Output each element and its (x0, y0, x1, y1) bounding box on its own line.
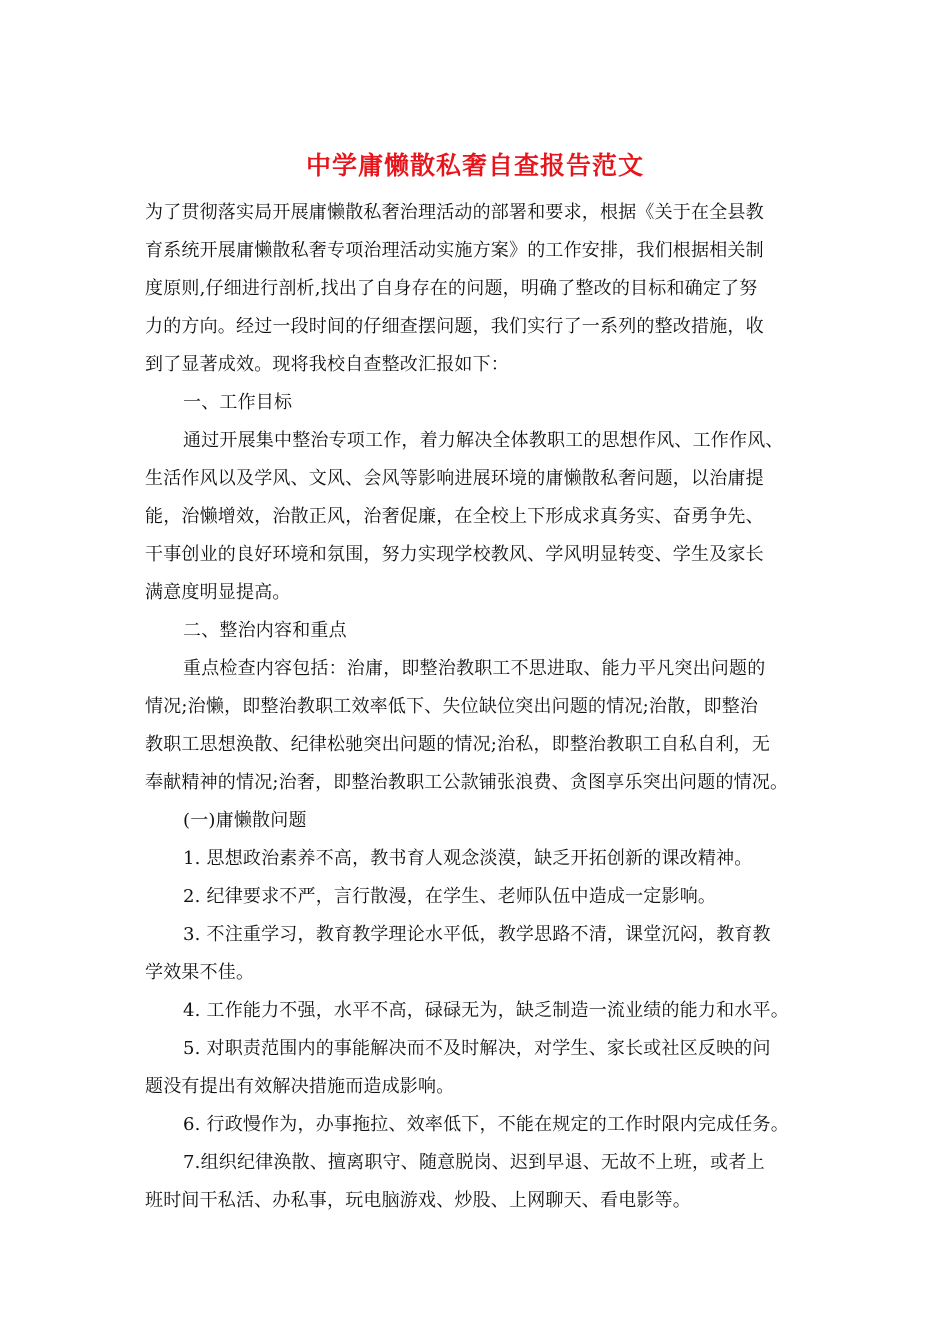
text-line: 通过开展集中整治专项工作，着力解决全体教职工的思想作风、工作作风、 (183, 430, 784, 451)
text-line: 到了显著成效。现将我校自查整改汇报如下： (145, 354, 509, 375)
document-title: 中学庸懒散私奢自查报告范文 (305, 151, 644, 180)
text-line: 6. 行政慢作为，办事拖拉、效率低下，不能在规定的工作时限内完成任务。 (183, 1114, 789, 1135)
text-line: 育系统开展庸懒散私奢专项治理活动实施方案》的工作安排，我们根据相关制 (145, 240, 764, 261)
text-line: 1. 思想政治素养不高，教书育人观念淡漠，缺乏开拓创新的课改精神。 (183, 848, 753, 869)
text-line: 能，治懒增效，治散正风，治奢促廉，在全校上下形成求真务实、奋勇争先、 (145, 506, 764, 527)
text-line: 二、整治内容和重点 (183, 620, 347, 641)
text-line: 3. 不注重学习，教育教学理论水平低，教学思路不清，课堂沉闷，教育教 (183, 924, 771, 945)
text-line: 生活作风以及学风、文风、会风等影响进展环境的庸懒散私奢问题，以治庸提 (145, 468, 764, 489)
text-line: 情况;治懒，即整治教职工效率低下、失位缺位突出问题的情况;治散，即整治 (145, 696, 759, 717)
text-line: 一、工作目标 (183, 392, 293, 413)
text-line: 7.组织纪律涣散、擅离职守、随意脱岗、迟到早退、无故不上班，或者上 (183, 1152, 765, 1173)
document-body (145, 194, 825, 1220)
text-line: 教职工思想涣散、纪律松驰突出问题的情况;治私，即整治教职工自私自利，无 (145, 734, 771, 755)
text-line: 满意度明显提高。 (145, 582, 291, 603)
text-line: 度原则,仔细进行剖析,找出了自身存在的问题，明确了整改的目标和确定了努 (145, 278, 758, 299)
text-line: 4. 工作能力不强，水平不高，碌碌无为，缺乏制造一流业绩的能力和水平。 (183, 1000, 789, 1021)
text-line: 为了贯彻落实局开展庸懒散私奢治理活动的部署和要求，根据《关于在全县教 (145, 202, 764, 223)
text-line: 重点检查内容包括：治庸，即整治教职工不思进取、能力平凡突出问题的 (183, 658, 766, 679)
text-line: 学效果不佳。 (145, 962, 255, 983)
text-line: 题没有提出有效解决措施而造成影响。 (145, 1076, 455, 1097)
text-line: (一)庸懒散问题 (183, 810, 307, 831)
text-line: 班时间干私活、办私事，玩电脑游戏、炒股、上网聊天、看电影等。 (145, 1190, 691, 1211)
text-line: 力的方向。经过一段时间的仔细查摆问题，我们实行了一系列的整改措施，收 (145, 316, 764, 337)
text-line: 干事创业的良好环境和氛围，努力实现学校教风、学风明显转变、学生及家长 (145, 544, 764, 565)
text-line: 奉献精神的情况;治奢，即整治教职工公款铺张浪费、贪图享乐突出问题的情况。 (145, 772, 789, 793)
text-line: 5. 对职责范围内的事能解决而不及时解决，对学生、家长或社区反映的问 (183, 1038, 771, 1059)
text-line: 2. 纪律要求不严，言行散漫，在学生、老师队伍中造成一定影响。 (183, 886, 717, 907)
